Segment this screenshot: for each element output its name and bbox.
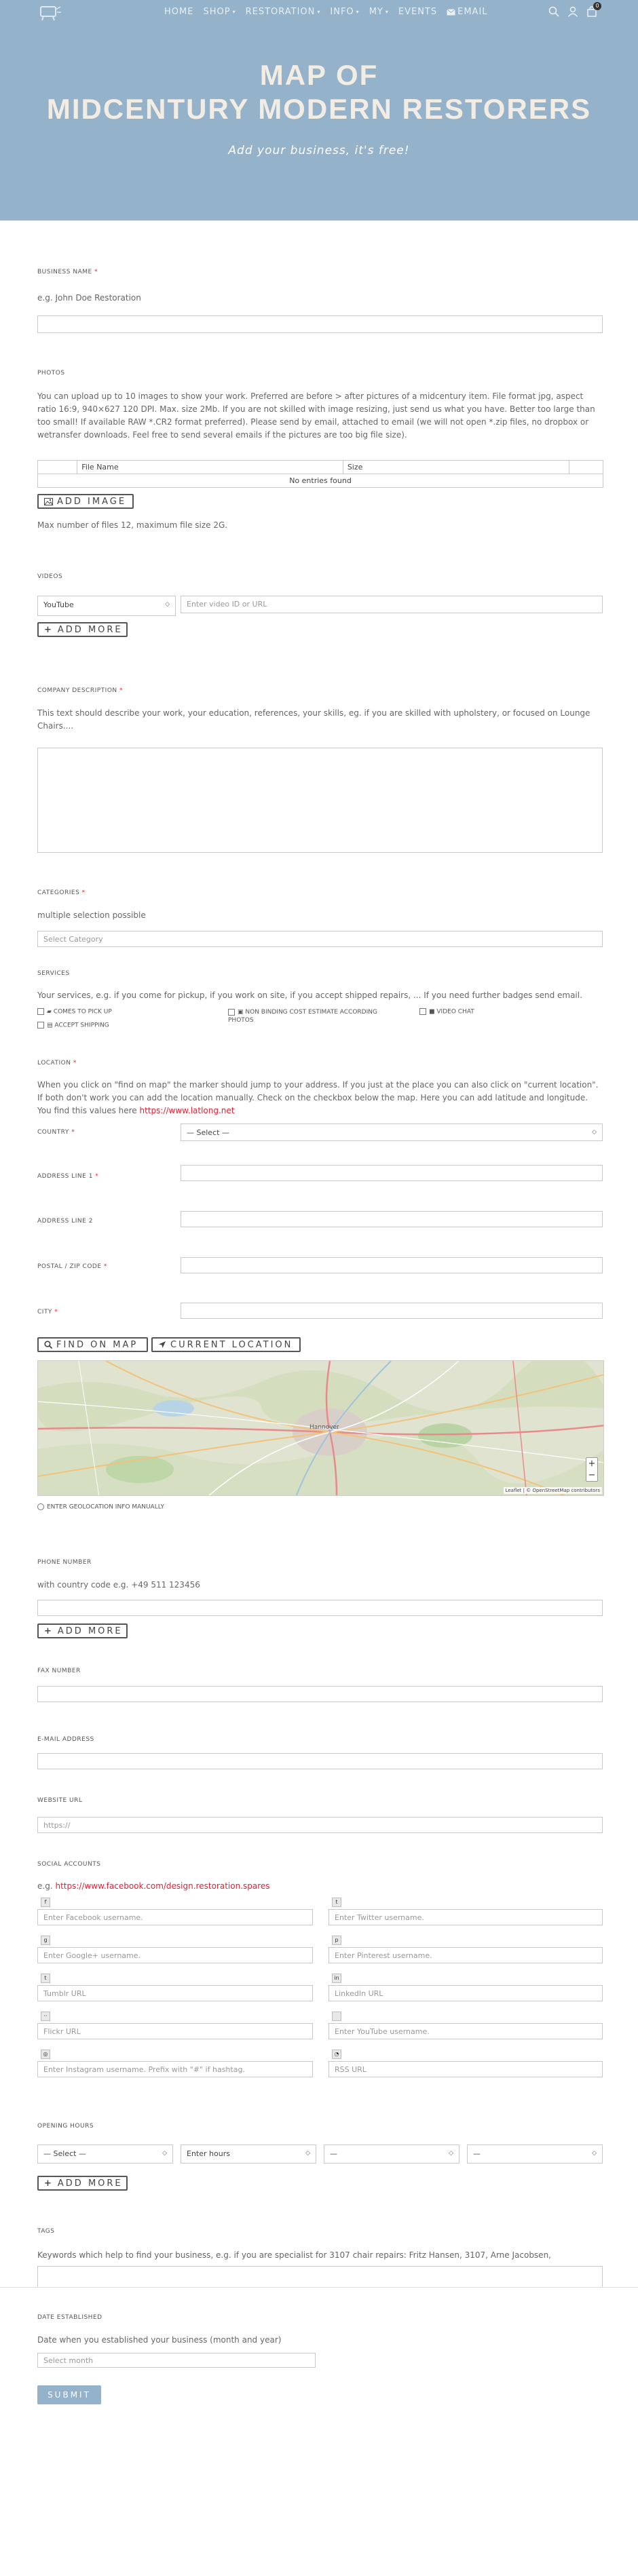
service-video-chat[interactable]: ■ VIDEO CHAT xyxy=(419,1008,474,1016)
checkbox[interactable] xyxy=(37,1503,44,1510)
videos-label: VIDEOS xyxy=(37,573,63,580)
find-on-map-button[interactable]: FIND ON MAP xyxy=(37,1337,148,1352)
twitter-icon: t xyxy=(332,1898,341,1907)
categories-help: multiple selection possible xyxy=(37,910,146,920)
business-name-input[interactable] xyxy=(37,315,603,333)
nav-my[interactable]: MY ▾ xyxy=(369,7,389,17)
flickr-input[interactable]: Flickr URL xyxy=(37,2023,313,2039)
hero-banner xyxy=(0,0,638,220)
plus-icon: + xyxy=(44,2178,54,2189)
plus-icon: + xyxy=(44,624,54,635)
cart-button[interactable] xyxy=(586,3,599,17)
fax-label: FAX NUMBER xyxy=(37,1668,81,1674)
user-icon[interactable] xyxy=(567,6,578,17)
video-url-input[interactable]: Enter video ID or URL xyxy=(181,596,603,613)
address-line2-input[interactable] xyxy=(181,1211,603,1227)
address-line2-label: ADDRESS LINE 2 xyxy=(37,1218,93,1225)
video-provider-select[interactable]: YouTube ◇ xyxy=(37,596,176,616)
checkbox[interactable] xyxy=(419,1008,426,1015)
photos-help: You can upload up to 10 images to show your work. Preferred are before > after pictures of a midcentury item. File format jpg, aspect ratio 16:9, 940×627 120 DPI. Max. size 2Mb. If you are not skilled with image resizing, just send us what you have. Better too large than too small! If available RAW *.CR2 format preferred). Please send by email, attached to email (we will not open *.zip files, no dropbox or wetransfer downloads. Feel free to send several emails if the pictures are too big file size). xyxy=(37,391,595,440)
nav-home[interactable]: HOME xyxy=(164,7,194,17)
tumblr-icon: t xyxy=(41,1974,50,1983)
business-name-label: BUSINESS NAME * xyxy=(37,269,98,275)
location-help: When you click on "find on map" the marker should jump to your address. If you just at the place you can also click on "current location". If both don't work you can add the location manually. Check on the checkbox below the map. Here you can add latitude and longitude. You find this values here https://www.latlong.net xyxy=(37,1080,599,1115)
service-cost-estimate[interactable]: ▣ NON BINDING COST ESTIMATE ACCORDING PHOTOS xyxy=(228,1009,377,1024)
chevron-down-icon: ▾ xyxy=(232,9,236,15)
zoom-out-icon[interactable]: − xyxy=(588,1470,596,1480)
actions-column-header xyxy=(569,461,603,474)
category-select[interactable]: Select Category xyxy=(37,931,603,947)
email-label: E-MAIL ADDRESS xyxy=(37,1736,94,1743)
business-name-help: e.g. John Doe Restoration xyxy=(37,293,141,303)
rss-icon: ◔ xyxy=(332,2050,341,2059)
empty-table-message: No entries found xyxy=(38,474,603,488)
map-tiles xyxy=(38,1361,604,1496)
search-icon[interactable] xyxy=(548,6,559,17)
add-business-form xyxy=(0,220,638,2576)
linkedin-icon: in xyxy=(332,1974,341,1983)
city-label: CITY * xyxy=(37,1309,58,1315)
instagram-input[interactable]: Enter Instagram username. Prefix with "#" if hashtag. xyxy=(37,2061,313,2077)
image-icon xyxy=(44,498,53,505)
plus-icon: + xyxy=(44,1626,54,1636)
location-arrow-icon xyxy=(158,1341,166,1349)
chevron-down-icon: ◇ xyxy=(162,2150,167,2157)
chevron-down-icon: ◇ xyxy=(165,601,170,608)
pinterest-input[interactable]: Enter Pinterest username. xyxy=(329,1947,603,1963)
chevron-down-icon: ◇ xyxy=(592,1129,597,1136)
checkbox[interactable] xyxy=(228,1009,235,1016)
date-established-label: DATE ESTABLISHED xyxy=(37,2314,102,2321)
cart-count-badge: 0 xyxy=(593,2,601,10)
tags-help: Keywords which help to find your business, e.g. if you are specialist for 3107 chair repairs: Fritz Hansen, 3107, Arne Jacobsen, xyxy=(37,2250,551,2260)
social-accounts-label: SOCIAL ACCOUNTS xyxy=(37,1861,101,1868)
camera-icon: ▣ xyxy=(238,1009,244,1016)
uploaded-files-table xyxy=(37,460,603,488)
facebook-input[interactable]: Enter Facebook username. xyxy=(37,1909,313,1925)
categories-label: CATEGORIES * xyxy=(37,889,86,896)
chevron-down-icon: ▾ xyxy=(385,9,389,15)
opening-hours-label: OPENING HOURS xyxy=(37,2123,94,2130)
header-icons xyxy=(548,3,599,17)
site-logo[interactable] xyxy=(39,4,62,22)
nav-shop[interactable]: SHOP ▾ xyxy=(203,7,236,17)
chevron-down-icon: ▾ xyxy=(356,9,360,15)
shipping-box-icon: ▤ xyxy=(47,1022,53,1029)
manual-geolocation-option[interactable]: ENTER GEOLOCATION INFO MANUALLY xyxy=(37,1503,164,1511)
rss-input[interactable]: RSS URL xyxy=(329,2061,603,2077)
search-icon xyxy=(44,1341,52,1349)
country-select[interactable]: — Select — ◇ xyxy=(181,1123,603,1141)
filename-column-header: File Name xyxy=(77,461,343,474)
add-video-button[interactable]: + ADD MORE xyxy=(37,622,128,637)
map-attribution: Leaflet | © OpenStreetMap contributors xyxy=(504,1487,602,1494)
hours-select[interactable]: Enter hours ◇ xyxy=(181,2145,316,2164)
top-navigation-bar xyxy=(0,0,638,24)
checkbox[interactable] xyxy=(37,1008,44,1015)
facebook-icon: f xyxy=(41,1898,50,1907)
date-established-help: Date when you established your business (month and year) xyxy=(37,2335,282,2345)
weekday-select[interactable]: — Select — ◇ xyxy=(37,2145,173,2164)
month-picker-input[interactable]: Select month xyxy=(37,2353,316,2368)
page-title: MAP OF MIDCENTURY MODERN RESTORERS xyxy=(46,59,592,125)
main-nav xyxy=(164,7,488,17)
youtube-input[interactable]: Enter YouTube username. xyxy=(329,2023,603,2039)
add-image-button[interactable]: ADD IMAGE xyxy=(37,494,134,509)
flickr-icon: ·· xyxy=(41,2012,50,2021)
chevron-down-icon: ▾ xyxy=(317,9,321,15)
facebook-example-link[interactable]: https://www.facebook.com/design.restoration.spares xyxy=(55,1881,270,1891)
select-column-header xyxy=(38,461,77,474)
photos-label: PHOTOS xyxy=(37,370,65,377)
youtube-icon xyxy=(332,2012,341,2021)
fax-input[interactable] xyxy=(37,1686,603,1702)
postal-code-label: POSTAL / ZIP CODE * xyxy=(37,1263,107,1270)
company-description-textarea[interactable] xyxy=(37,748,603,853)
postal-code-input[interactable] xyxy=(181,1257,603,1273)
service-shipping[interactable]: ▤ ACCEPT SHIPPING xyxy=(37,1022,109,1029)
website-label: WEBSITE URL xyxy=(37,1797,83,1804)
company-description-help: This text should describe your work, your education, references, your skills, eg. if you are skilled with upholstery, or focused on Lounge Chairs.... xyxy=(37,708,590,731)
add-opening-hours-button[interactable]: + ADD MORE xyxy=(37,2176,128,2191)
social-accounts-help: e.g. https://www.facebook.com/design.restoration.spares xyxy=(37,1881,270,1891)
chevron-down-icon: ◇ xyxy=(449,2150,453,2157)
current-location-button[interactable]: CURRENT LOCATION xyxy=(151,1337,301,1352)
tumblr-input[interactable]: Tumblr URL xyxy=(37,1985,313,2001)
services-label: SERVICES xyxy=(37,970,70,977)
tags-label: TAGS xyxy=(37,2228,55,2235)
truck-icon: ▰ xyxy=(47,1008,52,1016)
map-zoom-control[interactable] xyxy=(586,1457,598,1482)
open-time-select[interactable]: — ◇ xyxy=(324,2145,459,2164)
section-divider xyxy=(0,2287,638,2288)
video-camera-icon: ■ xyxy=(429,1008,435,1016)
size-column-header: Size xyxy=(343,461,569,474)
chevron-down-icon: ◇ xyxy=(305,2150,310,2157)
latlong-link[interactable]: https://www.latlong.net xyxy=(139,1106,235,1115)
submit-button[interactable]: SUBMIT xyxy=(37,2385,101,2404)
location-label: LOCATION * xyxy=(37,1060,77,1066)
nav-email[interactable]: EMAIL xyxy=(447,7,487,17)
map-city-label: Hannover xyxy=(309,1424,339,1431)
close-time-select[interactable]: — ◇ xyxy=(467,2145,603,2164)
email-input[interactable] xyxy=(37,1753,603,1769)
nav-info[interactable]: INFO ▾ xyxy=(330,7,360,17)
address-line1-label: ADDRESS LINE 1 * xyxy=(37,1173,99,1180)
google-icon: g xyxy=(41,1936,50,1945)
linkedin-input[interactable]: LinkedIn URL xyxy=(329,1985,603,2001)
services-help: Your services, e.g. if you come for pickup, if you work on site, if you accept shipped repairs, ... If you need further badges send email. xyxy=(37,991,582,1000)
phone-help: with country code e.g. +49 511 123456 xyxy=(37,1580,200,1590)
phone-label: PHONE NUMBER xyxy=(37,1559,92,1566)
tags-input[interactable] xyxy=(37,2266,603,2288)
page-subtitle: Add your business, it's free! xyxy=(228,144,410,157)
city-input[interactable] xyxy=(181,1303,603,1319)
twitter-input[interactable]: Enter Twitter username. xyxy=(329,1909,603,1925)
service-pickup[interactable]: ▰ COMES TO PICK UP xyxy=(37,1008,112,1016)
location-map[interactable] xyxy=(37,1360,604,1496)
country-label: COUNTRY * xyxy=(37,1129,75,1136)
add-phone-button[interactable]: + ADD MORE xyxy=(37,1623,128,1638)
address-line1-input[interactable] xyxy=(181,1165,603,1181)
zoom-in-icon[interactable]: + xyxy=(588,1459,596,1469)
company-description-label: COMPANY DESCRIPTION * xyxy=(37,687,124,694)
phone-input[interactable] xyxy=(37,1600,603,1616)
pinterest-icon: p xyxy=(332,1936,341,1945)
nav-restoration[interactable]: RESTORATION ▾ xyxy=(245,7,321,17)
chevron-down-icon: ◇ xyxy=(592,2150,597,2157)
checkbox[interactable] xyxy=(37,1022,44,1029)
photos-limits: Max number of files 12, maximum file size 2G. xyxy=(37,520,228,530)
instagram-icon: ◎ xyxy=(41,2050,50,2059)
website-input[interactable]: https:// xyxy=(37,1817,603,1833)
nav-events[interactable]: EVENTS xyxy=(398,7,438,17)
envelope-icon xyxy=(447,9,455,16)
google-input[interactable]: Enter Google+ username. xyxy=(37,1947,313,1963)
